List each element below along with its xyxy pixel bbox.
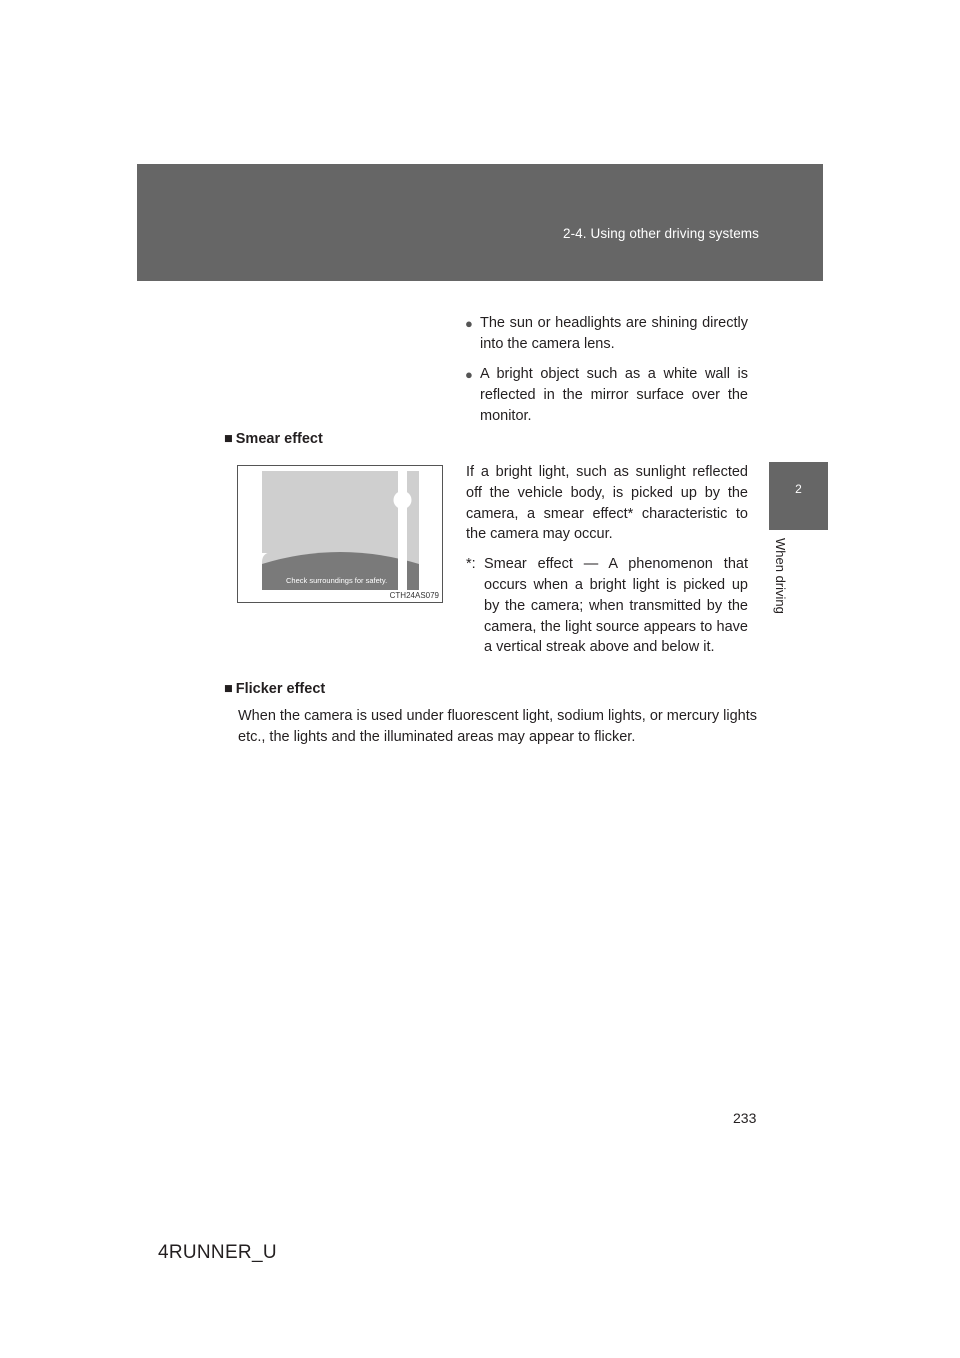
smear-description: [466, 462, 748, 658]
bullet-text: A bright object such as a white wall is reflected in the mirror surface over the monitor.: [480, 366, 748, 424]
screen-caption: Check surroundings for safety.: [286, 576, 388, 585]
bullet-icon: ●: [465, 316, 473, 331]
bullet-text: The sun or headlights are shining directly into the camera lens.: [480, 315, 748, 352]
smear-paragraph: If a bright light, such as sunlight reflected off the vehicle body, is picked up by the camera, a smear effect* characteristic to the camera may occur.: [466, 464, 748, 543]
square-icon: ■: [224, 681, 233, 697]
flicker-heading-text: Flicker effect: [235, 681, 326, 697]
section-title: 2-4. Using other driving systems: [562, 226, 759, 241]
chapter-label: When driving: [773, 538, 788, 614]
figure-code: CTH24AS079: [389, 591, 439, 600]
document-code: 4RUNNER_U: [158, 1242, 277, 1263]
note-marker: *:: [466, 556, 476, 573]
flicker-heading: [224, 681, 325, 697]
bullet-item: [466, 364, 748, 427]
bullet-item: [466, 313, 748, 355]
smear-heading-text: Smear effect: [235, 431, 323, 447]
bullet-icon: ●: [465, 367, 473, 382]
smear-heading: [224, 431, 323, 447]
chapter-tab: [769, 462, 828, 530]
header-bar: [137, 164, 823, 281]
smear-illustration: [237, 465, 443, 603]
page-number: 233: [733, 1110, 757, 1126]
smear-note: [466, 554, 748, 658]
chapter-number: 2: [795, 482, 802, 496]
flicker-body: When the camera is used under fluorescent light, sodium lights, or mercury lights etc., the lights and the illuminated areas may appear to flicker.: [238, 708, 758, 745]
note-text: Smear effect — A phenomenon that occurs when a bright light is picked up by the camera; when transmitted by the camera, the light source appears to have a vertical streak above and below it.: [484, 556, 748, 656]
condition-bullet-list: [466, 313, 748, 436]
square-icon: ■: [224, 431, 233, 447]
